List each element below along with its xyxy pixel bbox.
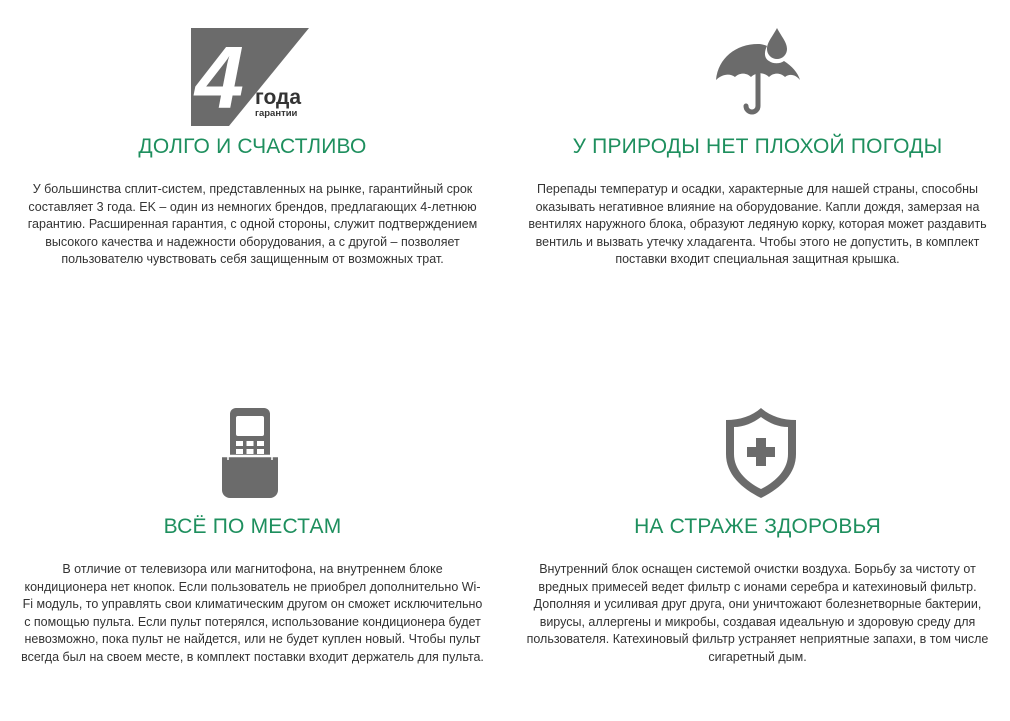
warranty-word: года: [255, 86, 302, 109]
feature-description: В отличие от телевизора или магнитофона, на внутреннем блоке кондиционера нет кнопок. Если пользователь не приобрел дополнительно Wi-Fi модуль, то управлять свои климатическим другом он сможет исключительно с помощью пульта. Если пульт потерялся, использование кондиционера будет невозможно, пока пульт не найдется, или не будет куплен новый. Чтобы пульт всегда был на своем месте, в комплект поставки входит держатель для пульта.: [21, 562, 484, 664]
feature-warranty: [0, 0, 505, 266]
warranty-caption: гарантии: [255, 108, 298, 119]
feature-title: НА СТРАЖЕ ЗДОРОВЬЯ: [634, 515, 881, 538]
icon-area: [0, 0, 505, 130]
feature-health: [505, 380, 1010, 664]
warranty-number: 4: [195, 28, 244, 126]
feature-weather: [505, 0, 1010, 266]
shield-plus-icon: [726, 408, 796, 498]
icon-area: [0, 380, 505, 510]
four-years-warranty-icon: [191, 28, 311, 126]
remote-holder-icon: [222, 408, 278, 500]
feature-title: ВСЁ ПО МЕСТАМ: [163, 515, 342, 538]
icon-area: [505, 0, 1010, 130]
feature-title: ДОЛГО И СЧАСТЛИВО: [138, 135, 367, 158]
feature-title: У ПРИРОДЫ НЕТ ПЛОХОЙ ПОГОДЫ: [572, 135, 943, 158]
umbrella-icon: [712, 28, 808, 118]
feature-description: Внутренний блок оснащен системой очистки воздуха. Борьбу за чистоту от вредных примесей ведет фильтр с ионами серебра и катехиновый фильтр. Дополняя и усиливая друг друга, они уничтожают болезнетворные бактерии, вирусы, аллергены и микробы, создавая идеальную и здоровую среду для пользователя. Катехиновый фильтр устраняет неприятные запахи, в том числе сигаретный дым.: [526, 562, 989, 664]
icon-area: [505, 380, 1010, 510]
feature-description: Перепады температур и осадки, характерные для нашей страны, способны оказывать негативное влияние на оборудование. Капли дождя, замерзая на вентилях наружного блока, образуют ледяную корку, которая может раздавить вентиль и вызвать утечку хладагента. Чтобы этого не допустить, в комплект поставки входит специальная защитная крышка.: [528, 182, 987, 266]
feature-description: У большинства сплит-систем, представленных на рынке, гарантийный срок составляет 3 года. EK – один из немногих брендов, предлагающих 4-летнюю гарантию. Расширенная гарантия, с одной стороны, служит подтверждением высокого качества и надежности оборудования, а с другой – позволяет пользователю чувствовать себя защищенным от возможных трат.: [27, 182, 478, 266]
feature-remote-holder: [0, 380, 505, 664]
